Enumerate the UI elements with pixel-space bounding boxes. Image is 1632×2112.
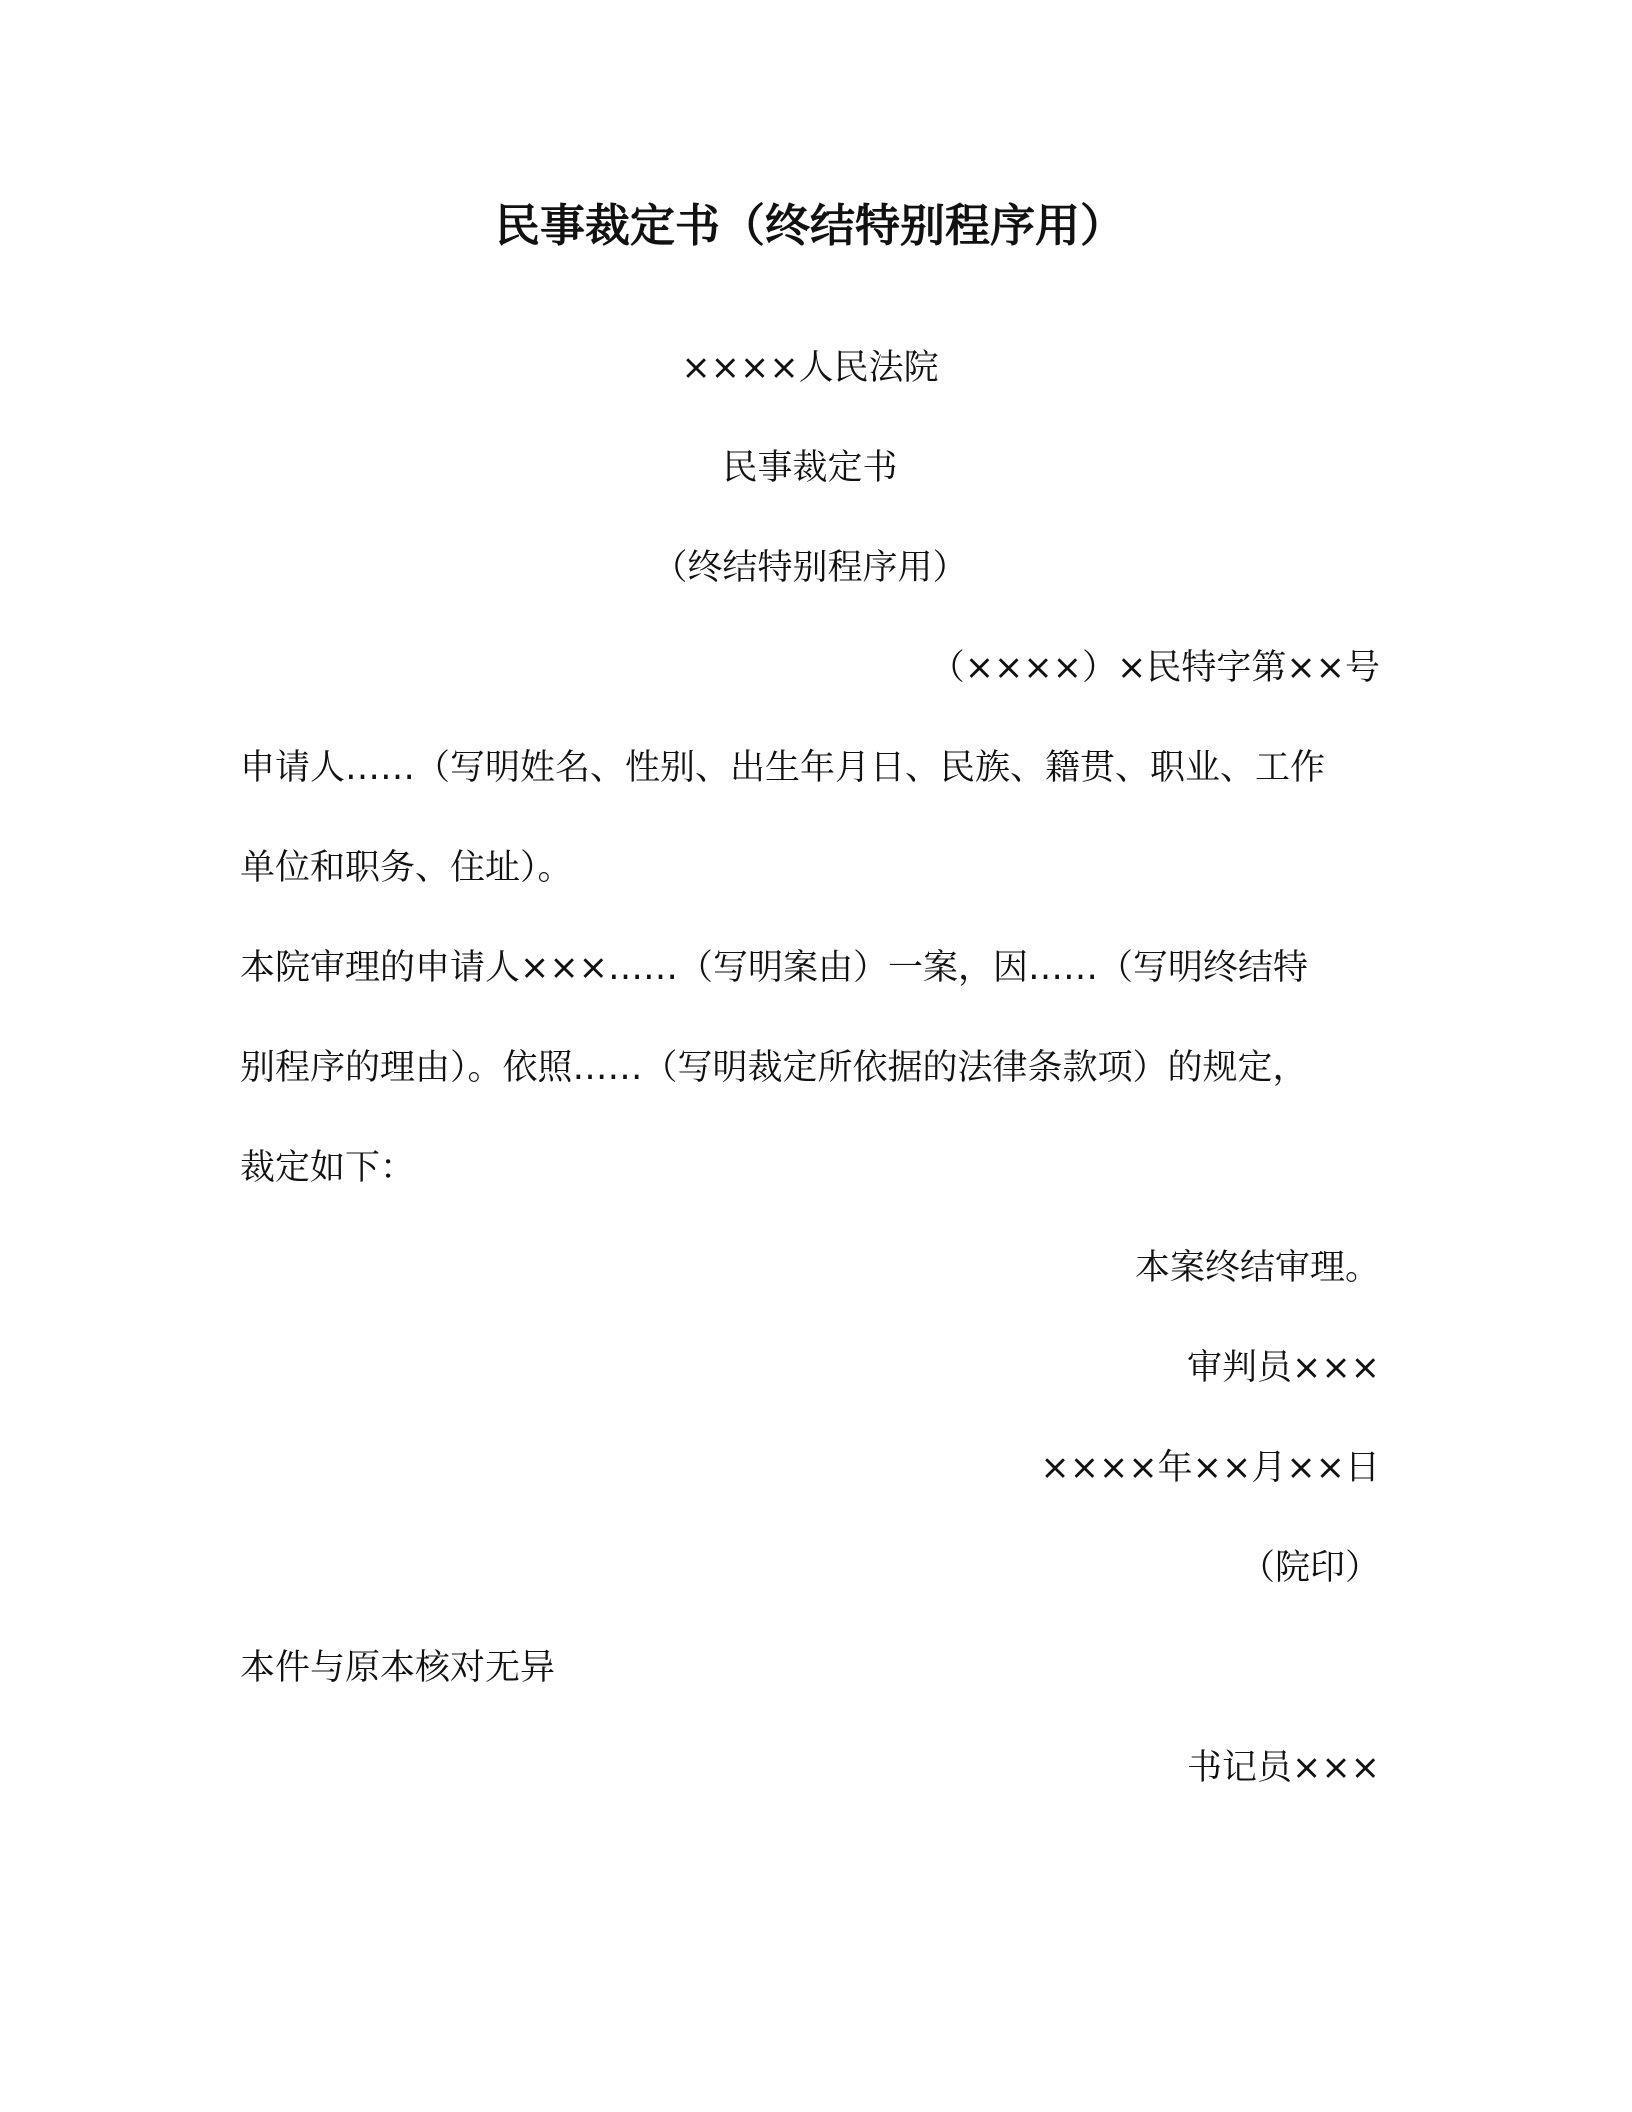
body-line-1: 本院审理的申请人×××……（写明案由）一案，因……（写明终结特 — [240, 948, 1308, 988]
document-subtype: （终结特别程序用） — [652, 548, 968, 588]
court-seal: （院印） — [1239, 1548, 1380, 1588]
verification-note: 本件与原本核对无异 — [240, 1648, 556, 1688]
body-line-3: 裁定如下： — [240, 1148, 416, 1188]
applicant-line-2: 单位和职务、住址）。 — [240, 848, 573, 888]
applicant-line-1: 申请人……（写明姓名、性别、出生年月日、民族、籍贯、职业、工作 — [240, 748, 1326, 788]
clerk-signature: 书记员××× — [1187, 1748, 1380, 1788]
document-type: 民事裁定书 — [722, 448, 898, 488]
ruling-text: 本案终结审理。 — [1134, 1248, 1380, 1288]
court-name: ××××人民法院 — [681, 348, 939, 388]
document-date: ××××年××月××日 — [1040, 1448, 1380, 1488]
case-number: （××××）×民特字第××号 — [929, 648, 1380, 688]
judge-signature: 审判员××× — [1187, 1348, 1380, 1388]
body-line-2: 别程序的理由）。依照……（写明裁定所依据的法律条款项）的规定， — [240, 1048, 1308, 1088]
document-title: 民事裁定书（终结特别程序用） — [494, 199, 1125, 252]
